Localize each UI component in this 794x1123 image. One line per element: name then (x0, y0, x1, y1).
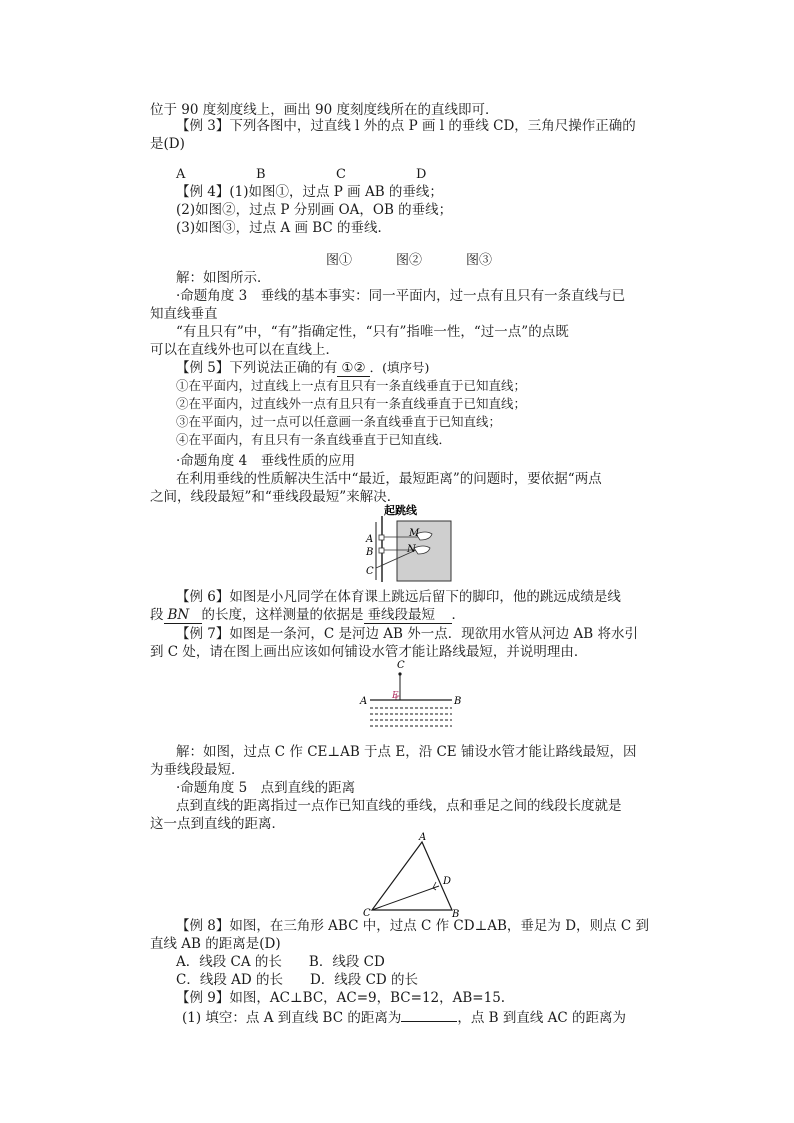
example-6-blank-1: BN (164, 608, 202, 624)
example-6-text: ． (451, 607, 465, 623)
point-label: N (407, 544, 416, 555)
topic-3-heading-cont: 知直线垂直 (150, 306, 218, 322)
example-9-text: (1) 填空：点 A 到直线 BC 的距离为 (182, 1010, 402, 1026)
text-line: 在利用垂线的性质解决生活中“最近，最短距离”的问题时，要依据“两点 (176, 471, 602, 487)
example-7-line1: 【例 7】如图是一条河，C 是河边 AB 外一点．现欲用水管从河边 AB 将水引 (176, 626, 639, 642)
topic-4-heading: ·命题角度 4 垂线性质的应用 (176, 453, 356, 469)
example-6-line1: 【例 6】如图是小凡同学在体育课上跳远后留下的脚印，他的跳远成绩是线 (176, 589, 621, 605)
point-label: C (366, 566, 374, 577)
triangle-figure (360, 830, 470, 918)
example-5-answer-blank: ①② (337, 361, 369, 377)
point-label: M (409, 528, 420, 539)
example-8-question: 【例 8】如图，在三角形 ABC 中，过点 C 作 CD⊥AB，垂足为 D，则点 C 到 (176, 918, 649, 934)
example-7-solution-cont: 为垂线段最短． (150, 762, 245, 778)
point-label: D (443, 876, 452, 887)
example-8-question-cont: 直线 AB 的距离是(D) (150, 936, 281, 952)
point-label: A (360, 696, 368, 707)
example-5-question (176, 359, 676, 377)
example-9-part1 (182, 1009, 682, 1027)
example-3-question: 【例 3】下列各图中，过直线 l 外的点 P 画 l 的垂线 CD，三角尺操作正确的 (176, 118, 636, 134)
topic-5-heading: ·命题角度 5 点到直线的距离 (176, 780, 356, 796)
example-8-options-cd: C．线段 AD 的长 D．线段 CD 的长 (176, 972, 419, 988)
option-label: D (416, 167, 427, 182)
option-label: C (336, 167, 346, 182)
point-label: C (363, 908, 371, 918)
point-label: B (452, 909, 460, 918)
text-line: 点到直线的距离指过一点作已知直线的垂线，点和垂足之间的线段长度就是 (176, 798, 622, 814)
example-4-part3: (3)如图③，过点 A 画 BC 的垂线． (176, 220, 392, 236)
point-label: C (397, 660, 405, 671)
example-5-suffix: ．(填序号) (369, 360, 430, 375)
point-label: A (419, 832, 427, 843)
example-8-options-ab: A．线段 CA 的长 B．线段 CD (176, 954, 385, 970)
example-7-line2: 到 C 处，请在图上画出应该如何铺设水管才能让路线最短，并说明理由． (150, 644, 588, 660)
text-line: 可以在直线外也可以在直线上． (150, 342, 339, 358)
example-6-line2 (150, 606, 650, 624)
point-label: B (454, 696, 462, 707)
point-label: B (366, 547, 374, 558)
option-label: B (256, 167, 266, 182)
example-3-answer: 是(D) (150, 136, 185, 152)
example-4-part1: 【例 4】(1)如图①，过点 P 画 AB 的垂线； (176, 184, 443, 200)
answer-blank[interactable] (401, 1021, 457, 1022)
figure-caption: 图② (396, 253, 423, 268)
example-5-prefix: 【例 5】下列说法正确的有 (176, 360, 338, 376)
statement-2: ②在平面内，过直线外一点有且只有一条直线垂直于已知直线； (176, 396, 527, 411)
statement-4: ④在平面内，有且只有一条直线垂直于已知直线． (176, 432, 452, 447)
example-6-text: 的长度，这样测量的依据是 (201, 607, 364, 623)
example-9-question: 【例 9】如图，AC⊥BC，AC=9，BC=12，AB=15. (176, 990, 506, 1006)
text-line: “有且只有”中，“有”指确定性，“只有”指唯一性，“过一点”的点既 (176, 324, 569, 340)
example-4-part2: (2)如图②，过点 P 分别画 OA，OB 的垂线； (176, 202, 453, 218)
example-6-blank-2: 垂线段最短 (364, 608, 452, 624)
point-label: E (392, 691, 399, 701)
statement-1: ①在平面内，过直线上一点有且只有一条直线垂直于已知直线； (176, 378, 527, 393)
example-7-solution: 解：如图，过点 C 作 CE⊥AB 于点 E，沿 CE 铺设水管才能让路线最短，因 (176, 744, 637, 760)
figure-caption: 图① (326, 253, 353, 268)
topic-3-heading: ·命题角度 3 垂线的基本事实：同一平面内，过一点有且只有一条直线与已 (176, 288, 626, 304)
example-4-solution: 解：如图所示． (176, 270, 271, 286)
text-line: 位于 90 度刻度线上，画出 90 度刻度线所在的直线即可． (150, 102, 499, 118)
long-jump-figure (360, 504, 460, 584)
point-label: A (366, 534, 374, 545)
example-6-text: 段 (150, 607, 164, 623)
text-line: 之间，线段最短”和“垂线段最短”来解决． (150, 489, 401, 505)
start-line-label: 起跳线 (384, 504, 417, 517)
river-figure (356, 658, 466, 738)
text-line: 这一点到直线的距离． (150, 816, 285, 832)
statement-3: ③在平面内，过一点可以任意画一条直线垂直于已知直线； (176, 414, 502, 429)
figure-caption: 图③ (466, 253, 493, 268)
example-9-text: ，点 B 到直线 AC 的距离为 (457, 1010, 627, 1026)
option-label: A (176, 167, 186, 182)
